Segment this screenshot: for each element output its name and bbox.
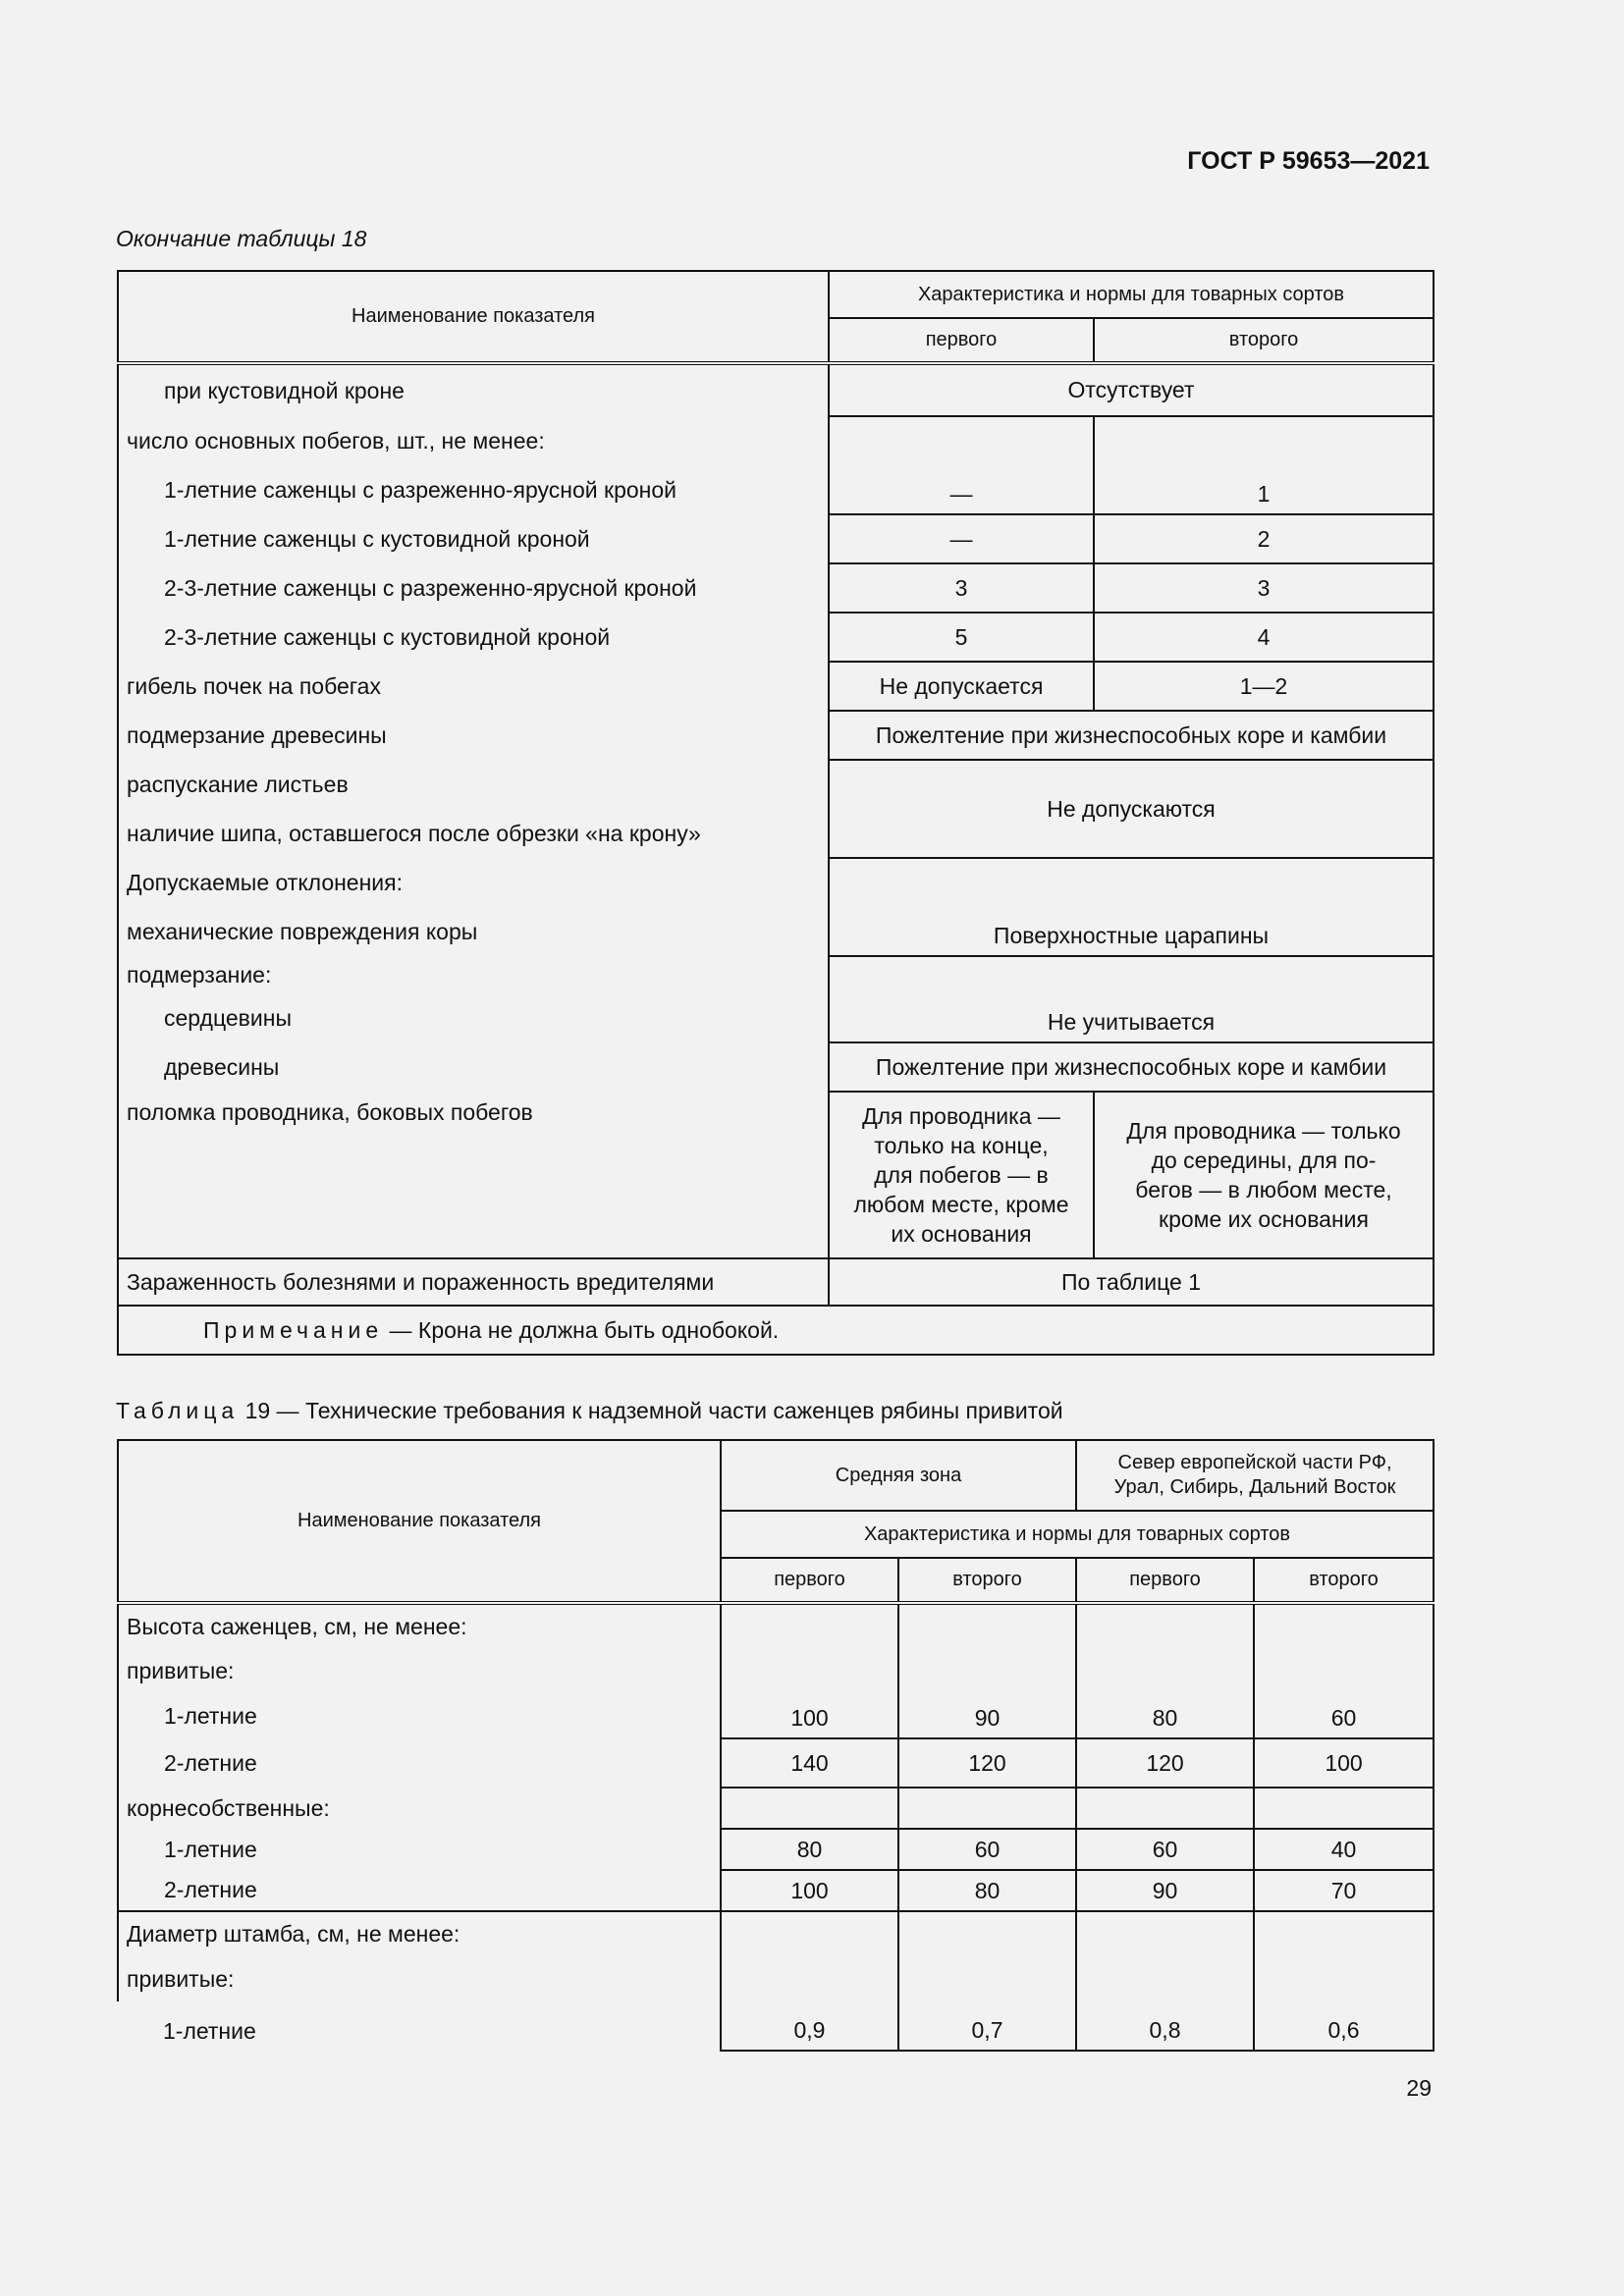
t18-row-value: Пожелтение при жизнеспособных коре и камбии: [829, 711, 1434, 760]
t18-row-first: —: [829, 416, 1094, 514]
t18-row-name: наличие шипа, оставшегося после обрезки «на крону»: [118, 809, 829, 858]
t18-row-value: Отсутствует: [829, 363, 1434, 416]
t18-note-label: Примечание: [203, 1316, 384, 1343]
t19-row-name: 2-летние: [118, 1738, 721, 1788]
t19-value: 100: [721, 1603, 898, 1738]
t18-row-name: древесины: [118, 1042, 829, 1092]
t18-row-second: 3: [1094, 563, 1434, 613]
t18-row-value: По таблице 1: [829, 1258, 1434, 1306]
t19-value: 90: [1076, 1870, 1254, 1911]
t18-row-name: гибель почек на побегах: [118, 662, 829, 711]
t19-value: 60: [1076, 1829, 1254, 1870]
t19-head-name: Наименование показателя: [118, 1440, 721, 1603]
t19-empty-cell: [1076, 1788, 1254, 1829]
t18-r16-first-line: только на конце,: [874, 1133, 1049, 1158]
t19-value: 0,7: [898, 1911, 1076, 2051]
t18-row-first: —: [829, 514, 1094, 563]
t19-value: 0,9: [721, 1911, 898, 2051]
t19-zone-north-line1: Север европейской части РФ,: [1117, 1452, 1392, 1473]
t19-value: 120: [1076, 1738, 1254, 1788]
table-18: [117, 270, 1435, 1356]
t19-value: 100: [1254, 1738, 1434, 1788]
t19-value: 0,8: [1076, 1911, 1254, 2051]
t19-empty-cell: [1254, 1788, 1434, 1829]
t19-head-group: Характеристика и нормы для товарных сортов: [721, 1511, 1434, 1558]
t19-row-name: привитые:: [118, 1648, 721, 1693]
t19-zone-middle: Средняя зона: [721, 1440, 1076, 1511]
t18-row-name: 2-3-летние саженцы с разреженно-ярусной кроной: [118, 563, 829, 613]
t18-r16-first-line: Для проводника —: [862, 1103, 1060, 1129]
t18-r16-second-line: бегов — в любом месте,: [1135, 1177, 1392, 1202]
standard-number: ГОСТ Р 59653—2021: [1187, 147, 1430, 175]
t19-value: 0,6: [1254, 1911, 1434, 2051]
t18-row-name: при кустовидной кроне: [118, 363, 829, 416]
t19-row-name: привитые:: [118, 1956, 721, 2002]
t19-value: 60: [898, 1829, 1076, 1870]
t19-row-name: 2-летние: [118, 1870, 721, 1911]
table-19: [117, 1439, 1435, 2052]
t18-row-name: число основных побегов, шт., не менее:: [118, 416, 829, 465]
t19-head-second: второго: [1254, 1558, 1434, 1603]
t19-value: 40: [1254, 1829, 1434, 1870]
t18-r16-second-line: Для проводника — только: [1126, 1118, 1401, 1144]
t18-row-first: Не допускается: [829, 662, 1094, 711]
t19-row-name: корнесобственные:: [118, 1788, 721, 1829]
t18-head-name: Наименование показателя: [118, 271, 829, 363]
t19-head-first: первого: [1076, 1558, 1254, 1603]
t18-r16-first-line: любом месте, кроме: [853, 1192, 1069, 1217]
t18-row-second: 1—2: [1094, 662, 1434, 711]
t18-row-name: подмерзание:: [118, 956, 829, 993]
t18-head-first: первого: [829, 318, 1094, 363]
t18-row-name: Зараженность болезнями и пораженность вредителями: [118, 1258, 829, 1306]
t18-row-second: [1094, 1092, 1434, 1258]
t18-row-second: 1: [1094, 416, 1434, 514]
t19-row-name: 1-летние: [118, 1693, 721, 1738]
table-18-caption: Окончание таблицы 18: [116, 226, 367, 251]
t19-zone-north-line2: Урал, Сибирь, Дальний Восток: [1113, 1476, 1396, 1498]
table-19-caption: [116, 1398, 1063, 1424]
t18-row-name: механические повреждения коры: [118, 907, 829, 956]
t18-row-first: 3: [829, 563, 1094, 613]
t18-r16-first-line: их основания: [891, 1221, 1032, 1247]
t18-row-name: распускание листьев: [118, 760, 829, 809]
t19-value: 80: [898, 1870, 1076, 1911]
t19-value: 80: [721, 1829, 898, 1870]
t18-row-value: Поверхностные царапины: [829, 858, 1434, 956]
t18-row-name: 1-летние саженцы с разреженно-ярусной кроной: [118, 465, 829, 514]
t19-value: 90: [898, 1603, 1076, 1738]
table-19-caption-label: Таблица: [116, 1398, 240, 1423]
t18-row-value: Не учитывается: [829, 956, 1434, 1042]
t18-row-name: сердцевины: [118, 993, 829, 1042]
t18-row-second: 4: [1094, 613, 1434, 662]
t19-value: 70: [1254, 1870, 1434, 1911]
t19-zone-north: [1076, 1440, 1434, 1511]
t18-row-first: 5: [829, 613, 1094, 662]
table-19-caption-text: 19 — Технические требования к надземной части саженцев рябины привитой: [239, 1398, 1063, 1423]
t19-head-first: первого: [721, 1558, 898, 1603]
t18-r16-second-line: до середины, для по-: [1151, 1148, 1377, 1173]
t19-value: 80: [1076, 1603, 1254, 1738]
t18-row-name: поломка проводника, боковых побегов: [118, 1092, 829, 1258]
t18-note-text: — Крона не должна быть однобокой.: [383, 1316, 780, 1343]
page-number: 29: [1406, 2075, 1432, 2101]
t18-r16-first-line: для побегов — в: [874, 1162, 1049, 1188]
t19-value: 60: [1254, 1603, 1434, 1738]
t18-note: [118, 1306, 1434, 1355]
t18-row-second: 2: [1094, 514, 1434, 563]
t18-head-second: второго: [1094, 318, 1434, 363]
t18-row-name: 2-3-летние саженцы с кустовидной кроной: [118, 613, 829, 662]
t19-row-name: Диаметр штамба, см, не менее:: [118, 1911, 721, 1956]
t19-row-name: 1-летние: [118, 1829, 721, 1870]
t19-head-second: второго: [898, 1558, 1076, 1603]
t18-row-value: Пожелтение при жизнеспособных коре и камбии: [829, 1042, 1434, 1092]
t18-row-name: Допускаемые отклонения:: [118, 858, 829, 907]
t19-row-name: Высота саженцев, см, не менее:: [118, 1603, 721, 1648]
t18-row-name: 1-летние саженцы с кустовидной кроной: [118, 514, 829, 563]
t19-value: 140: [721, 1738, 898, 1788]
t18-r16-second-line: кроме их основания: [1159, 1206, 1369, 1232]
t18-row-first: [829, 1092, 1094, 1258]
t19-empty-cell: [898, 1788, 1076, 1829]
t18-row-name: подмерзание древесины: [118, 711, 829, 760]
t19-row-name: 1-летние: [118, 2002, 721, 2051]
t18-head-group: Характеристика и нормы для товарных сортов: [829, 271, 1434, 318]
t19-empty-cell: [721, 1788, 898, 1829]
t19-value: 100: [721, 1870, 898, 1911]
t19-value: 120: [898, 1738, 1076, 1788]
t18-row-value: Не допускаются: [829, 760, 1434, 858]
